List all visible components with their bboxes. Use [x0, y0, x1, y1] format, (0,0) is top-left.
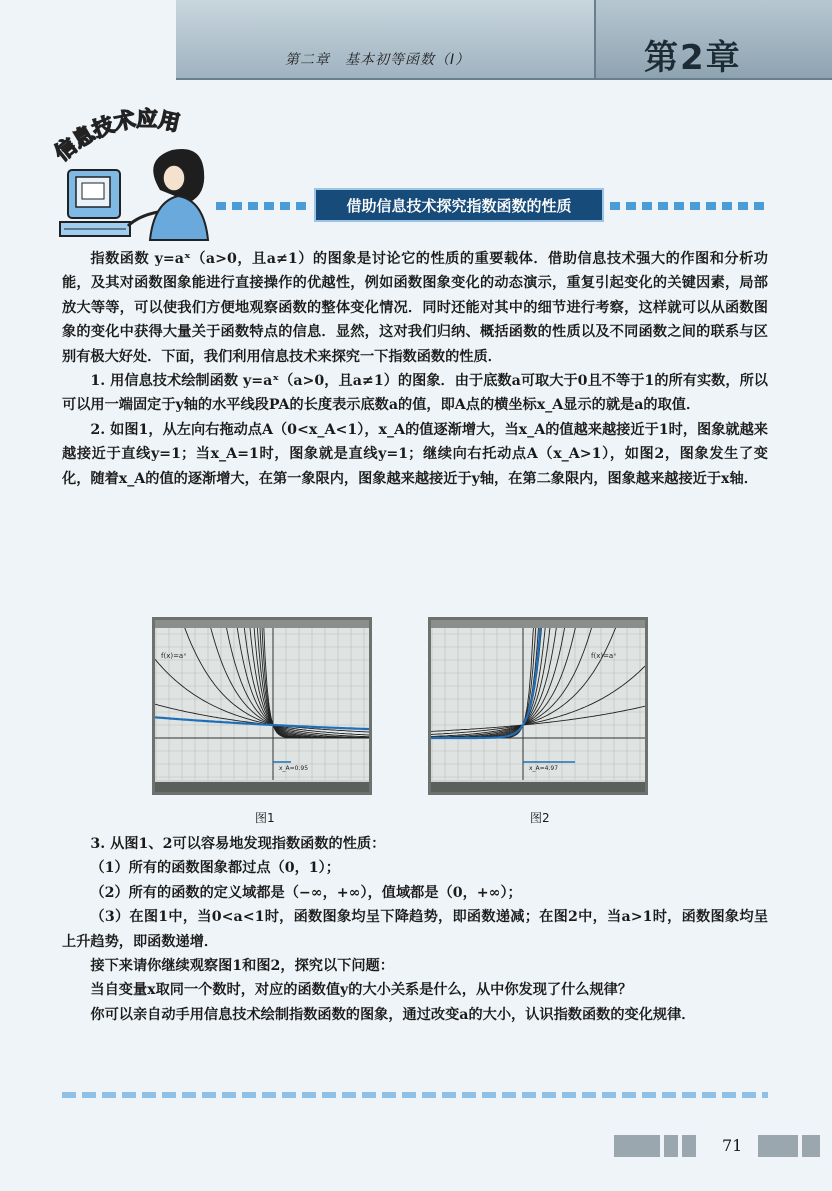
figure-window-scrollbar: [431, 782, 645, 792]
chapter-mark: 第2章: [644, 38, 742, 78]
page-number: 71: [722, 1136, 743, 1155]
bottom-divider: [62, 1092, 768, 1098]
section-title: 借助信息技术探究指数函数的性质: [314, 188, 604, 222]
logo-text: 信息技术应用: [50, 106, 183, 166]
slider-readout: x_A=0.95: [279, 765, 309, 772]
figure-1: [152, 617, 372, 795]
footer-bar-right-2: [802, 1135, 820, 1157]
paragraph: 指数函数 y=aˣ（a>0，且a≠1）的图象是讨论它的性质的重要载体．借助信息技术强大的作图和分析功能，及其对函数图象能进行直接操作的优越性，例如函数图象变化的动态演示，重复引起变化的关键因素，局部放大等等，可以使我们方便地观察函数的整体变化情况．同时还能对其中的细节进行考察，这样就可以从函数图象的变化中获得大量关于函数特点的信息．显然，这对我们归纳、概括函数的性质以及不同函数之间的联系与区别有极大好处．下面，我们利用信息技术来探究一下指数函数的性质．: [62, 251, 768, 365]
figure-1-caption: 图1: [255, 811, 275, 825]
slider-readout: x_A=4.97: [529, 765, 559, 772]
footer-bar-left-2: [664, 1135, 678, 1157]
section-divider-right: [610, 202, 768, 210]
function-label: f(x)=aˣ: [161, 652, 187, 660]
paragraph: 2. 如图1，从左向右拖动点A（0<x_A<1），x_A的值逐渐增大，当x_A的值越来越接近于1时，图象就越来越接近于直线y=1；当x_A=1时，图象就是直线y=1；继续向右托动点A（x_A>1），如图2，图象发生了变化，随着x_A的值的逐渐增大，在第一象限内，图象越来越接近于y轴，在第二象限内，图象越来越接近于x轴．: [62, 421, 768, 487]
footer-bar-left: [614, 1135, 660, 1157]
property-item: （1）所有的函数图象都过点（0，1）；: [90, 860, 340, 877]
properties-intro: 3. 从图1、2可以容易地发现指数函数的性质：: [90, 836, 386, 852]
property-item: （3）在图1中，当0<a<1时，函数图象均呈下降趋势，即函数递减；在图2中，当a>1时，函数图象均呈上升趋势，即函数递增．: [62, 909, 768, 950]
figure-window-scrollbar: [155, 782, 369, 792]
graph-background: [155, 628, 369, 780]
paragraph: 1. 用信息技术绘制函数 y=aˣ（a>0，且a≠1）的图象．由于底数a可取大于0且不等于1的所有实数，所以可以用一端固定于y轴的水平线段PA的长度表示底数a的值，即A点的横坐标x_A显示的就是a的取值．: [62, 373, 768, 414]
closing-line: 你可以亲自动手用信息技术绘制指数函数的图象，通过改变a的大小，认识指数函数的变化规律．: [90, 1006, 696, 1023]
footer-bar-right: [758, 1135, 798, 1157]
function-label: f(x)=aˣ: [591, 652, 617, 660]
closing-line: 当自变量x取同一个数时，对应的函数值y的大小关系是什么，从中你发现了什么规律？: [90, 982, 633, 999]
footer-bar-left-3: [682, 1135, 696, 1157]
section-divider-left: [216, 202, 312, 210]
running-header-title: 第二章 基本初等函数（Ⅰ）: [285, 52, 471, 68]
body-paragraphs: [62, 247, 768, 491]
properties-block: [62, 832, 768, 1027]
figure-2: [428, 617, 648, 795]
info-tech-logo: [50, 100, 250, 250]
figure-1-graph: [155, 628, 369, 780]
figure-window-titlebar: [155, 620, 369, 628]
figure-window-titlebar: [431, 620, 645, 628]
figure-2-caption: 图2: [530, 811, 550, 825]
figure-2-graph: [431, 628, 645, 780]
property-item: （2）所有的函数的定义域都是（−∞，+∞），值域都是（0，+∞）；: [90, 884, 522, 901]
closing-line: 接下来请你继续观察图1和图2，探究以下问题：: [90, 958, 394, 975]
